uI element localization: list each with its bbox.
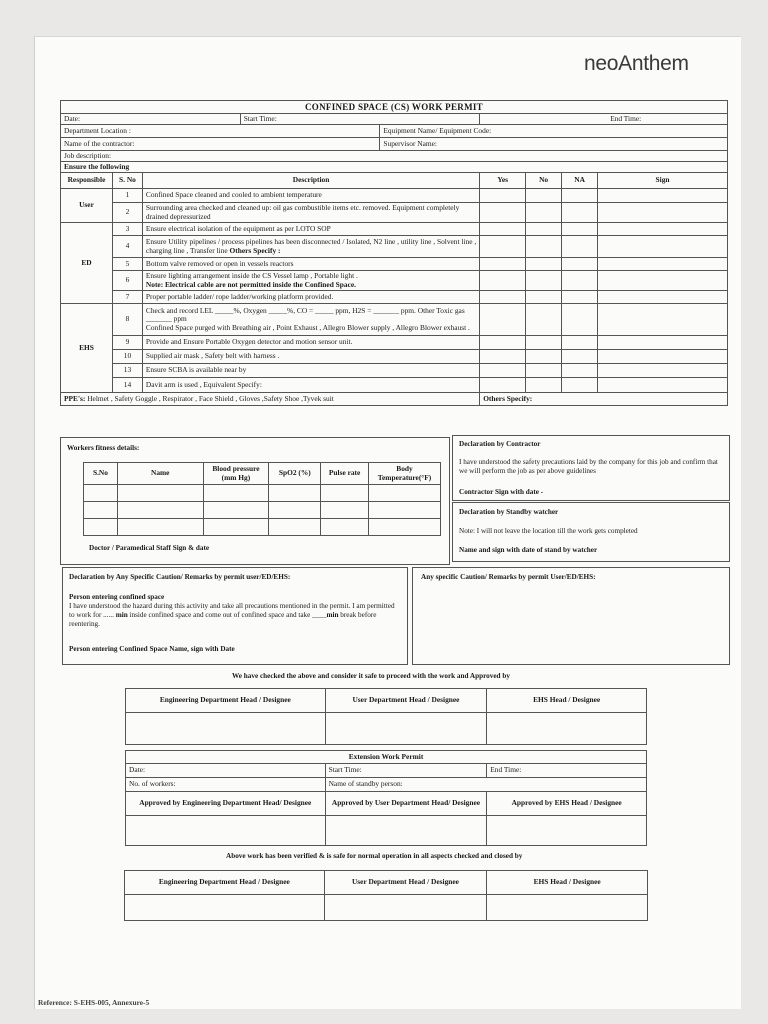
sign-cell[interactable] xyxy=(125,895,325,921)
ext-user-head: Approved by User Department Head/ Designee xyxy=(325,792,487,816)
no-cell[interactable] xyxy=(526,336,562,350)
sign-cell[interactable] xyxy=(598,291,728,304)
closure-eng-head: Engineering Department Head / Designee xyxy=(125,871,325,895)
extension-title: Extension Work Permit xyxy=(126,751,647,764)
row-description: Ensure SCBA is available near by xyxy=(142,364,479,378)
standby-sign-label[interactable]: Name and sign with date of stand by watcher xyxy=(459,546,598,554)
closure-table xyxy=(124,870,648,921)
col-yes: Yes xyxy=(480,173,526,189)
sign-cell[interactable] xyxy=(598,304,728,336)
sign-cell[interactable] xyxy=(324,895,487,921)
yes-cell[interactable] xyxy=(480,364,526,378)
sign-cell[interactable] xyxy=(487,816,647,846)
row-sno: 2 xyxy=(112,203,142,223)
contractor-field[interactable]: Name of the contractor: xyxy=(61,138,380,151)
row-sno: 1 xyxy=(112,189,142,203)
neoanthem-logo: neoAnthem xyxy=(584,52,689,75)
na-cell[interactable] xyxy=(562,336,598,350)
yes-cell[interactable] xyxy=(480,304,526,336)
yes-cell[interactable] xyxy=(480,350,526,364)
col-sno: S. No xyxy=(112,173,142,189)
equipment-field[interactable]: Equipment Name/ Equipment Code: xyxy=(380,125,728,138)
sign-cell[interactable] xyxy=(598,223,728,236)
person-sign-label[interactable]: Person entering Confined Space Name, sign with Date xyxy=(69,645,235,653)
group-ed: ED xyxy=(61,223,113,304)
sign-cell[interactable] xyxy=(126,713,326,745)
sign-cell[interactable] xyxy=(598,364,728,378)
sign-cell[interactable] xyxy=(325,713,487,745)
fitness-col-temp: Body Temperature(°F) xyxy=(369,463,441,485)
ppe-others[interactable]: Others Specify: xyxy=(480,393,728,406)
na-cell[interactable] xyxy=(562,189,598,203)
col-description: Description xyxy=(142,173,479,189)
approval-table xyxy=(125,688,647,745)
no-cell[interactable] xyxy=(526,189,562,203)
row-sno: 14 xyxy=(112,378,142,393)
start-time-field[interactable]: Start Time: xyxy=(240,114,480,125)
no-cell[interactable] xyxy=(526,378,562,393)
col-responsible: Responsible xyxy=(61,173,113,189)
sign-cell[interactable] xyxy=(487,713,647,745)
approval-user-head: User Department Head / Designee xyxy=(325,689,487,713)
fitness-title: Workers fitness details: xyxy=(67,444,140,452)
row-sno: 3 xyxy=(112,223,142,236)
fitness-col-name: Name xyxy=(117,463,203,485)
dept-location-field[interactable]: Department Location : xyxy=(61,125,380,138)
date-field[interactable]: Date: xyxy=(61,114,241,125)
no-cell[interactable] xyxy=(526,258,562,271)
yes-cell[interactable] xyxy=(480,203,526,223)
row-sno: 13 xyxy=(112,364,142,378)
col-no: No xyxy=(526,173,562,189)
na-cell[interactable] xyxy=(562,304,598,336)
na-cell[interactable] xyxy=(562,258,598,271)
yes-cell[interactable] xyxy=(480,378,526,393)
row-description: Confined Space cleaned and cooled to ambient temperature xyxy=(142,189,479,203)
row-description: Proper portable ladder/ rope ladder/working platform provided. xyxy=(142,291,479,304)
table-row[interactable] xyxy=(84,502,441,519)
ext-ehs-head: Approved by EHS Head / Designee xyxy=(487,792,647,816)
fitness-table xyxy=(83,462,441,536)
row-sno: 5 xyxy=(112,258,142,271)
row-sno: 8 xyxy=(112,304,142,336)
end-time-field[interactable]: End Time: xyxy=(480,114,728,125)
no-cell[interactable] xyxy=(526,350,562,364)
workers-fitness-box xyxy=(60,437,450,565)
sign-cell[interactable] xyxy=(598,258,728,271)
row-description: Supplied air mask , Safety belt with harness . xyxy=(142,350,479,364)
extension-start-time-field[interactable]: Start Time: xyxy=(325,764,487,778)
extension-end-time-field[interactable]: End Time: xyxy=(487,764,647,778)
group-user: User xyxy=(61,189,113,223)
no-cell[interactable] xyxy=(526,236,562,258)
no-cell[interactable] xyxy=(526,271,562,291)
row-description: Ensure electrical isolation of the equipment as per LOTO SOP xyxy=(142,223,479,236)
table-row[interactable] xyxy=(84,485,441,502)
standby-decl-title: Declaration by Standby watcher xyxy=(459,508,559,516)
col-na: NA xyxy=(562,173,598,189)
standby-person-field[interactable]: Name of standby person: xyxy=(325,778,646,792)
permit-title: CONFINED SPACE (CS) WORK PERMIT xyxy=(61,101,728,114)
permit-main-table xyxy=(60,100,728,406)
no-cell[interactable] xyxy=(526,203,562,223)
fitness-col-bp: Blood pressure (mm Hg) xyxy=(203,463,269,485)
na-cell[interactable] xyxy=(562,203,598,223)
caution-decl-text: I have understood the hazard during this activity and take all precautions mentioned in the permit. I am permitted to work for ...... min inside confined space and come out of confined space and take ____min break before reentering. xyxy=(69,602,395,628)
remarks-box[interactable] xyxy=(412,567,730,665)
col-sign: Sign xyxy=(598,173,728,189)
yes-cell[interactable] xyxy=(480,258,526,271)
contractor-sign-label[interactable]: Contractor Sign with date - xyxy=(459,488,544,496)
job-description-field[interactable]: Job description: xyxy=(61,151,728,162)
person-entering-subtitle: Person entering confined space xyxy=(69,593,165,601)
row-sno: 10 xyxy=(112,350,142,364)
caution-declaration-box xyxy=(62,567,408,665)
row-sno: 4 xyxy=(112,236,142,258)
standby-note: Note: I will not leave the location till the work gets completed xyxy=(459,527,638,535)
approval-ehs-head: EHS Head / Designee xyxy=(487,689,647,713)
sign-cell[interactable] xyxy=(598,350,728,364)
na-cell[interactable] xyxy=(562,364,598,378)
approval-eng-head: Engineering Department Head / Designee xyxy=(126,689,326,713)
row-description: Check and record LEL _____%, Oxygen _____%, CO = _____ ppm, H2S = _______ ppm. Other Toxic gas _______ ppm Confined Space purged with Breathing air , Point Exhaust , Allegro Blower supply , Allegro Blower exhaust . xyxy=(142,304,479,336)
row-description: Davit arm is used , Equivalent Specify: xyxy=(142,378,479,393)
row-sno: 9 xyxy=(112,336,142,350)
standby-declaration-box xyxy=(452,502,730,562)
contractor-decl-title: Declaration by Contractor xyxy=(459,440,541,448)
sign-cell[interactable] xyxy=(598,271,728,291)
ext-eng-head: Approved by Engineering Department Head/ Designee xyxy=(126,792,326,816)
approval-caption: We have checked the above and consider it safe to proceed with the work and Approved by xyxy=(232,672,510,680)
row-sno: 6 xyxy=(112,271,142,291)
no-cell[interactable] xyxy=(526,364,562,378)
sign-cell[interactable] xyxy=(325,816,487,846)
group-ehs: EHS xyxy=(61,304,113,393)
extension-table xyxy=(125,750,647,846)
yes-cell[interactable] xyxy=(480,291,526,304)
row-description: Ensure lighting arrangement inside the CS Vessel lamp , Portable light . Note: Electrical cable are not permitted inside the Confined Space. xyxy=(142,271,479,291)
no-cell[interactable] xyxy=(526,223,562,236)
closure-ehs-head: EHS Head / Designee xyxy=(487,871,648,895)
fitness-col-spo2: SpO2 (%) xyxy=(269,463,321,485)
sign-cell[interactable] xyxy=(598,236,728,258)
row-description: Bottom valve removed or open in vessels reactors xyxy=(142,258,479,271)
row-description: Surrounding area checked and cleaned up: oil gas combustible items etc. removed. Equipment completely drained depressurized xyxy=(142,203,479,223)
contractor-declaration-box xyxy=(452,435,730,501)
fitness-col-pulse: Pulse rate xyxy=(321,463,369,485)
ensure-heading: Ensure the following xyxy=(61,162,728,173)
doctor-sign-label: Doctor / Paramedical Staff Sign & date xyxy=(89,544,210,552)
yes-cell[interactable] xyxy=(480,336,526,350)
supervisor-field[interactable]: Supervisor Name: xyxy=(380,138,728,151)
no-cell[interactable] xyxy=(526,304,562,336)
row-sno: 7 xyxy=(112,291,142,304)
no-cell[interactable] xyxy=(526,291,562,304)
yes-cell[interactable] xyxy=(480,223,526,236)
na-cell[interactable] xyxy=(562,271,598,291)
sign-cell[interactable] xyxy=(126,816,326,846)
row-description: Provide and Ensure Portable Oxygen detector and motion sensor unit. xyxy=(142,336,479,350)
remarks-title: Any specific Caution/ Remarks by permit User/ED/EHS: xyxy=(421,573,596,581)
na-cell[interactable] xyxy=(562,236,598,258)
workers-count-field[interactable]: No. of workers: xyxy=(126,778,326,792)
caution-decl-title: Declaration by Any Specific Caution/ Remarks by permit user/ED/EHS: xyxy=(69,573,291,581)
extension-date-field[interactable]: Date: xyxy=(126,764,326,778)
na-cell[interactable] xyxy=(562,223,598,236)
yes-cell[interactable] xyxy=(480,271,526,291)
sign-cell[interactable] xyxy=(598,378,728,393)
sign-cell[interactable] xyxy=(487,895,648,921)
table-row[interactable] xyxy=(84,519,441,536)
yes-cell[interactable] xyxy=(480,189,526,203)
na-cell[interactable] xyxy=(562,350,598,364)
closure-caption: Above work has been verified & is safe for normal operation in all aspects checked and closed by xyxy=(226,852,523,860)
sign-cell[interactable] xyxy=(598,203,728,223)
reference-footer: Reference: S-EHS-005, Annexure-5 xyxy=(38,998,150,1007)
closure-user-head: User Department Head / Designee xyxy=(324,871,487,895)
sign-cell[interactable] xyxy=(598,336,728,350)
na-cell[interactable] xyxy=(562,291,598,304)
row-description: Ensure Utility pipelines / process pipelines has been disconnected / Isolated, N2 line , utility line , Solvent line , charging line , Transfer line Others Specify : xyxy=(142,236,479,258)
sign-cell[interactable] xyxy=(598,189,728,203)
yes-cell[interactable] xyxy=(480,236,526,258)
ppe-row: PPE's: Helmet , Safety Goggle , Respirator , Face Shield , Gloves ,Safety Shoe ,Tyvek suit xyxy=(61,393,480,406)
fitness-col-sno: S.No xyxy=(84,463,118,485)
na-cell[interactable] xyxy=(562,378,598,393)
contractor-decl-text: I have understood the safety precautions laid by the company for this job and confirm that we will perform the job as per above guidelines xyxy=(459,458,718,475)
